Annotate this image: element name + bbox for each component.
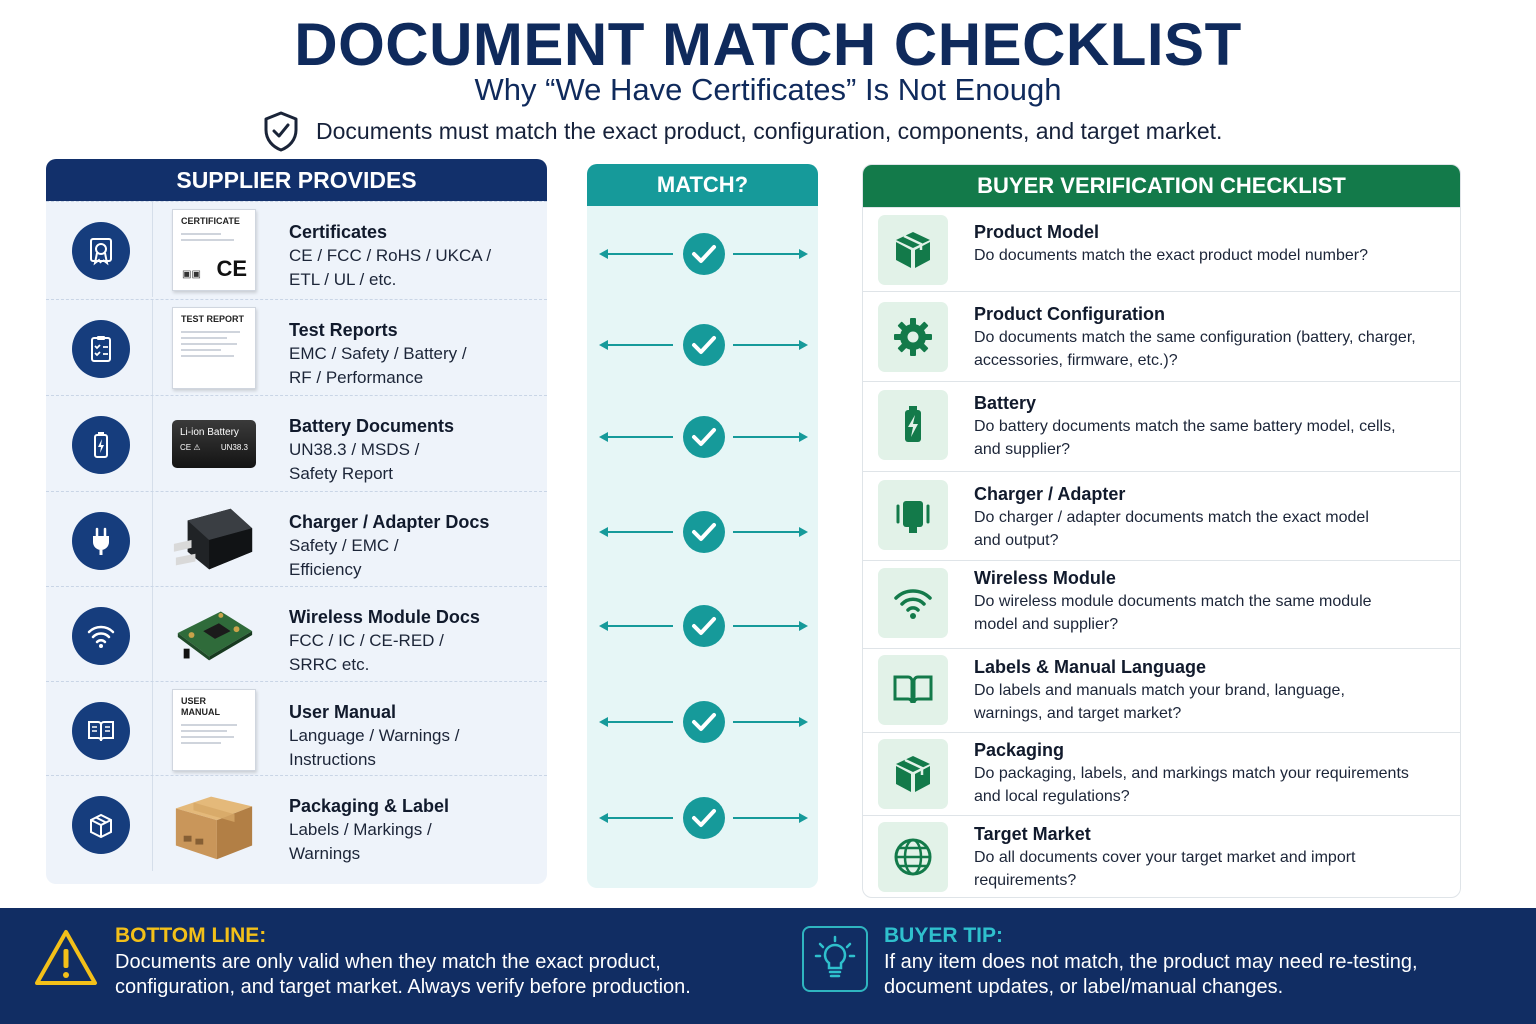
thumb-label: USER MANUAL — [181, 696, 220, 717]
supplier-item — [46, 395, 547, 491]
match-indicator — [587, 315, 818, 375]
checklist-item-name: Battery — [974, 393, 1037, 413]
thumb-mark: UN38.3 — [220, 443, 248, 452]
buyer-tip-text: If any item does not match, the product may need re-testing, document updates, or label/manual changes. — [884, 951, 1418, 998]
check-arrow-icon — [587, 788, 818, 848]
supplier-item-desc: UN38.3 / MSDS / Safety Report — [289, 440, 420, 483]
thumb-label: Li-ion Battery — [180, 427, 239, 438]
clipboard-check-icon — [72, 320, 130, 378]
match-indicator — [587, 596, 818, 656]
supplier-item-name: Certificates — [289, 222, 388, 242]
checklist-item — [863, 732, 1461, 815]
match-indicator — [587, 692, 818, 752]
check-arrow-icon — [587, 224, 818, 284]
supplier-heading: SUPPLIER PROVIDES — [46, 159, 547, 201]
checklist-item-name: Packaging — [974, 740, 1065, 760]
package-icon — [878, 739, 948, 809]
buyer-heading: BUYER VERIFICATION CHECKLIST — [863, 165, 1460, 207]
supplier-item-desc: CE / FCC / RoHS / UKCA / ETL / UL / etc. — [289, 246, 492, 289]
checklist-item-desc: Do charger / adapter documents match the exact model and output? — [974, 509, 1369, 549]
checklist-item-name: Product Model — [974, 222, 1099, 242]
ce-mark-icon: CE ⚠ — [180, 443, 201, 452]
checklist-item-desc: Do labels and manuals match your brand, language, warnings, and target market? — [974, 682, 1345, 722]
checklist-item-name: Product Configuration — [974, 304, 1165, 324]
supplier-item — [46, 201, 547, 297]
supplier-item-name: User Manual — [289, 702, 397, 722]
footer-bar — [0, 908, 1536, 1024]
checklist-item — [863, 471, 1461, 560]
checklist-item-desc: Do wireless module documents match the same module model and supplier? — [974, 593, 1372, 633]
bottom-line-title: BOTTOM LINE: — [115, 924, 267, 947]
shield-check-icon — [262, 110, 300, 152]
check-arrow-icon — [587, 692, 818, 752]
match-heading: MATCH? — [587, 164, 818, 206]
ce-mark: CE — [216, 256, 247, 281]
checklist-item-desc: Do battery documents match the same battery model, cells, and supplier? — [974, 418, 1396, 458]
checklist-item — [863, 648, 1461, 732]
checklist-item-name: Labels & Manual Language — [974, 657, 1207, 677]
check-arrow-icon — [587, 502, 818, 562]
charger-thumbnail — [170, 498, 258, 582]
row-divider — [152, 202, 153, 297]
supplier-item-desc: Labels / Markings / Warnings — [289, 820, 432, 863]
battery-icon — [878, 390, 948, 460]
supplier-item-name: Test Reports — [289, 320, 398, 340]
certificate-icon — [72, 222, 130, 280]
row-divider — [152, 300, 153, 395]
compliance-marks-icon: ▣▣ — [182, 269, 201, 280]
header-note-text: Documents must match the exact product, configuration, components, and target market. — [316, 117, 1223, 144]
user-manual-thumbnail — [170, 688, 258, 772]
gear-icon — [878, 302, 948, 372]
row-divider — [152, 492, 153, 587]
charger-image — [170, 500, 258, 580]
row-divider — [152, 682, 153, 777]
match-indicator — [587, 502, 818, 562]
cardboard-box-thumbnail — [170, 782, 258, 866]
match-indicator — [587, 788, 818, 848]
match-indicator — [587, 224, 818, 284]
thumb-label: CERTIFICATE — [181, 216, 240, 226]
buyer-tip-title: BUYER TIP: — [884, 924, 1004, 947]
supplier-item-desc: EMC / Safety / Battery / RF / Performance — [289, 344, 467, 387]
test-report-thumbnail — [170, 306, 258, 390]
supplier-item-name: Charger / Adapter Docs — [289, 512, 490, 532]
match-column — [587, 164, 818, 888]
battery-thumbnail — [170, 402, 258, 486]
checklist-item-name: Charger / Adapter — [974, 484, 1126, 504]
bottom-line-text: Documents are only valid when they match the exact product, configuration, and target market. Always verify before production. — [115, 951, 691, 998]
cube-icon — [878, 215, 948, 285]
book-icon — [72, 702, 130, 760]
supplier-item — [46, 299, 547, 395]
book-icon — [878, 655, 948, 725]
supplier-item — [46, 491, 547, 587]
row-divider — [152, 587, 153, 682]
checklist-item-desc: Do documents match the exact product model number? — [974, 247, 1368, 264]
row-divider — [152, 776, 153, 871]
checklist-item-name: Wireless Module — [974, 568, 1116, 588]
plug-icon — [72, 512, 130, 570]
wifi-icon — [72, 607, 130, 665]
checklist-item — [863, 207, 1461, 291]
checklist-item-desc: Do all documents cover your target market and import requirements? — [974, 849, 1356, 889]
wireless-module-thumbnail — [170, 593, 258, 677]
globe-icon — [878, 822, 948, 892]
header-note — [262, 110, 1222, 152]
wifi-icon — [878, 568, 948, 638]
supplier-item-desc: Safety / EMC / Efficiency — [289, 536, 399, 579]
supplier-item — [46, 681, 547, 777]
check-arrow-icon — [587, 315, 818, 375]
checklist-item — [863, 815, 1461, 898]
buyer-checklist-panel — [862, 164, 1461, 898]
supplier-item — [46, 586, 547, 682]
checklist-item — [863, 381, 1461, 471]
cardboard-box-image — [170, 784, 258, 864]
check-arrow-icon — [587, 596, 818, 656]
supplier-item-desc: FCC / IC / CE-RED / SRRC etc. — [289, 631, 444, 674]
row-divider — [152, 396, 153, 491]
page-subtitle: Why “We Have Certificates” Is Not Enough — [474, 72, 1062, 107]
checklist-item-name: Target Market — [974, 824, 1091, 844]
supplier-item-name: Battery Documents — [289, 416, 455, 436]
battery-icon — [72, 416, 130, 474]
page-title: DOCUMENT MATCH CHECKLIST — [294, 11, 1242, 78]
supplier-item-name: Wireless Module Docs — [289, 607, 480, 627]
check-arrow-icon — [587, 407, 818, 467]
lightbulb-icon — [802, 926, 868, 992]
certificate-thumbnail — [170, 208, 258, 292]
supplier-panel — [46, 159, 547, 884]
checklist-item-desc: Do documents match the same configuration (battery, charger, accessories, firmware, etc.)? — [974, 329, 1416, 369]
match-indicator — [587, 407, 818, 467]
checklist-item — [863, 291, 1461, 381]
circuit-board-image — [170, 595, 258, 675]
adapter-icon — [878, 480, 948, 550]
checklist-item — [863, 560, 1461, 648]
supplier-item-desc: Language / Warnings / Instructions — [289, 726, 460, 769]
warning-icon — [34, 928, 98, 988]
box-icon — [72, 796, 130, 854]
checklist-item-desc: Do packaging, labels, and markings match your requirements and local regulations? — [974, 765, 1409, 805]
supplier-item — [46, 775, 547, 871]
thumb-label: TEST REPORT — [181, 314, 245, 324]
supplier-item-name: Packaging & Label — [289, 796, 450, 816]
